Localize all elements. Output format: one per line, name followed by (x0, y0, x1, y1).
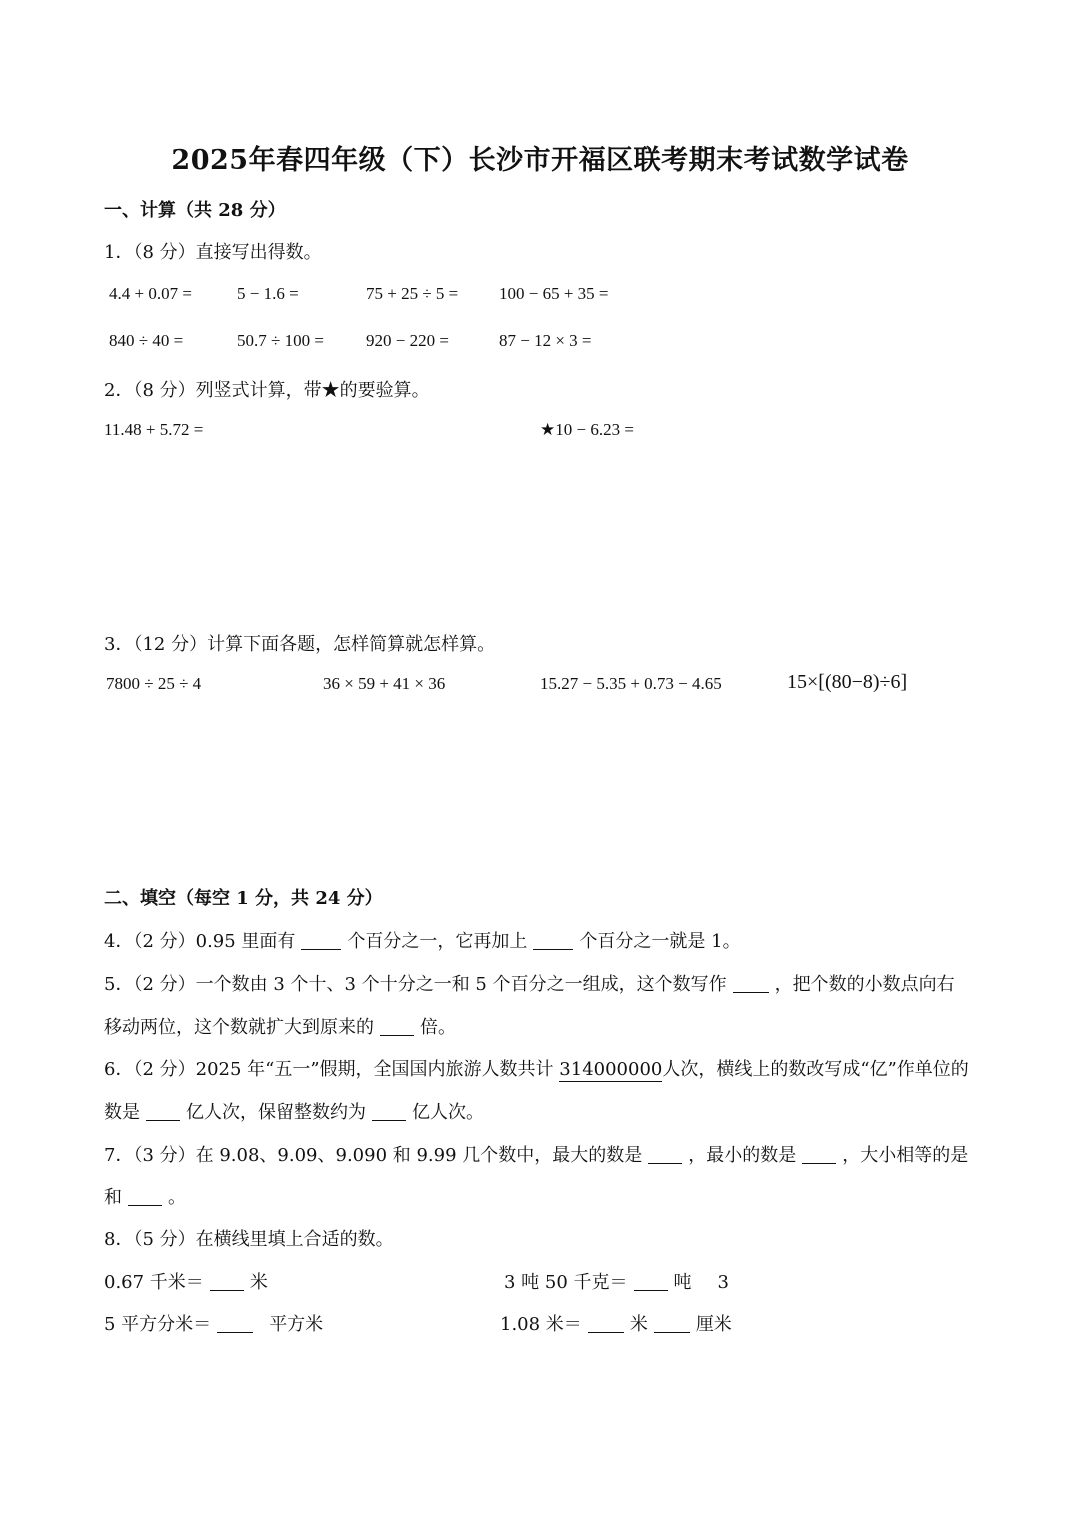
q3-expr: 7800 ÷ 25 ÷ 4 (106, 674, 202, 693)
question-8-prompt: 8．（5 分）在横线里填上合适的数。 (104, 1229, 394, 1250)
q7-text: 和 (104, 1187, 122, 1208)
q8-unit: 米 (629, 1314, 648, 1335)
answer-blank[interactable] (217, 1314, 253, 1333)
q2-expr: 11.48 + 5.72 = (104, 420, 204, 439)
answer-blank[interactable] (533, 931, 573, 950)
question-6-line-1 (104, 1055, 969, 1081)
q8-text: 1.08 米＝ (500, 1314, 582, 1335)
q6-text: 亿人次，保留整数约为 (186, 1102, 366, 1123)
q8-text: 3 (717, 1272, 729, 1293)
q4-text: 个百分之一，它再加上 (347, 931, 528, 952)
q5-text: 移动两位，这个数就扩大到原来的 (104, 1017, 374, 1038)
question-4 (104, 927, 741, 953)
q3-expr: 15×[(80−8)÷6] (787, 671, 908, 693)
q8-unit: 厘米 (695, 1314, 732, 1335)
q3-expr: 36 × 59 + 41 × 36 (323, 674, 446, 693)
q4-text: 个百分之一就是 1。 (579, 931, 741, 952)
q1-expr: 840 ÷ 40 = (109, 331, 184, 350)
q3-expr: 15.27 − 5.35 + 0.73 − 4.65 (540, 674, 722, 693)
answer-blank[interactable] (648, 1145, 682, 1164)
q1-expr: 5 − 1.6 = (237, 284, 299, 303)
question-6-line-2 (104, 1098, 484, 1124)
q5-text: 5．（2 分）一个数由 3 个十、3 个十分之一和 5 个百分之一组成，这个数写作 (104, 974, 727, 995)
question-3-prompt: 3．（12 分）计算下面各题，怎样简算就怎样算。 (104, 634, 496, 655)
q7-text: ，最小的数是 (688, 1145, 797, 1166)
q6-text: 亿人次。 (412, 1102, 484, 1123)
answer-blank[interactable] (802, 1145, 836, 1164)
q6-text: 数是 (104, 1102, 140, 1123)
q1-expr: 50.7 ÷ 100 = (237, 331, 324, 350)
q5-text: ，把个数的小数点向右 (774, 974, 955, 995)
question-5-line-1 (104, 970, 955, 996)
question-2-prompt: 2．（8 分）列竖式计算，带★的要验算。 (104, 380, 430, 401)
q1-expr: 920 − 220 = (366, 331, 449, 350)
q1-expr: 75 + 25 ÷ 5 = (366, 284, 459, 303)
q8-text: 5 平方分米＝ (104, 1314, 212, 1335)
q8-unit: 吨 (673, 1272, 692, 1293)
answer-blank[interactable] (372, 1102, 406, 1121)
question-1-prompt: 1．（8 分）直接写出得数。 (104, 242, 322, 263)
underlined-number: 314000000 (559, 1059, 663, 1080)
q7-text: 7．（3 分）在 9.08、9.09、9.090 和 9.99 几个数中，最大的数是 (104, 1145, 643, 1166)
q8-text: 3 吨 50 千克＝ (504, 1272, 628, 1293)
q1-expr: 87 − 12 × 3 = (499, 331, 592, 350)
q7-text: 。 (168, 1187, 186, 1208)
q8-item (104, 1310, 323, 1336)
q2-expr-verify: ★10 − 6.23 = (540, 420, 634, 439)
answer-blank[interactable] (380, 1017, 414, 1036)
question-7-line-1 (104, 1141, 968, 1167)
answer-blank[interactable] (128, 1187, 162, 1206)
q7-text: ，大小相等的是 (842, 1145, 969, 1166)
question-5-line-2 (104, 1013, 456, 1039)
question-7-line-2 (104, 1183, 186, 1209)
section-calculation-heading: 一、计算（共 28 分） (104, 200, 286, 221)
answer-blank[interactable] (588, 1314, 624, 1333)
answer-blank[interactable] (733, 974, 769, 993)
answer-blank[interactable] (210, 1272, 244, 1291)
q8-text: 0.67 千米＝ (104, 1272, 204, 1293)
answer-blank[interactable] (634, 1272, 668, 1291)
q8-item (104, 1268, 268, 1294)
answer-blank[interactable] (301, 931, 341, 950)
page-title: 2025年春四年级（下）长沙市开福区联考期末考试数学试卷 (171, 145, 909, 176)
q1-expr: 4.4 + 0.07 = (109, 284, 192, 303)
q6-text: 6．（2 分）2025 年“五一”假期，全国国内旅游人数共计 (104, 1059, 554, 1080)
answer-blank[interactable] (654, 1314, 690, 1333)
answer-blank[interactable] (146, 1102, 180, 1121)
q1-expr: 100 − 65 + 35 = (499, 284, 609, 303)
q8-unit: 米 (249, 1272, 268, 1293)
q6-text: 人次，横线上的数改写成“亿”作单位的 (662, 1059, 969, 1080)
section-fill-blank-heading: 二、填空（每空 1 分，共 24 分） (104, 888, 383, 909)
q8-item (500, 1310, 732, 1336)
q8-item (504, 1268, 729, 1294)
q5-text: 倍。 (420, 1017, 456, 1038)
q8-unit: 平方米 (269, 1314, 324, 1335)
q4-text: 4．（2 分）0.95 里面有 (104, 931, 296, 952)
